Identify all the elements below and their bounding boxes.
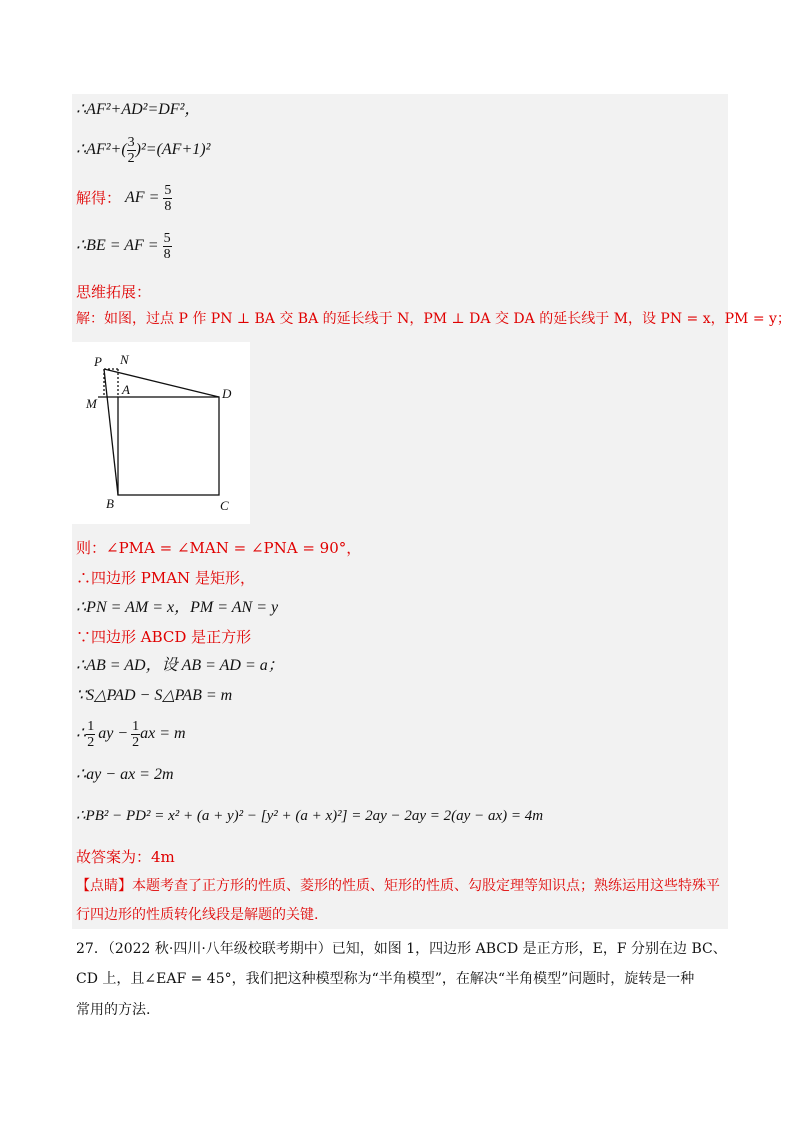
line-rectangle: ∴四边形 PMAN 是矩形， [76, 569, 255, 587]
segment-pb [104, 369, 118, 495]
line-half-products [76, 716, 186, 752]
fraction-numerator: 1 [132, 718, 140, 734]
fraction-3-2 [127, 135, 136, 166]
solve-label: 解得： [76, 189, 122, 207]
fraction-5-8-b [163, 231, 172, 262]
answer-line: 故答案为：4m [76, 848, 175, 866]
fraction-numerator: 3 [127, 134, 135, 150]
square-diagram [72, 342, 250, 524]
be-math: ∴BE = AF = [76, 237, 159, 254]
equation-line-2 [76, 132, 210, 168]
fraction-numerator: 5 [163, 230, 171, 246]
label-a: A [122, 382, 130, 397]
eq13-mid: ay − [98, 725, 129, 742]
line-equal-segments: ∴PN = AM = x，PM = AN = y [76, 599, 279, 616]
label-d: D [222, 386, 232, 401]
square-abcd [118, 397, 219, 495]
label-p: P [94, 354, 102, 369]
extension-heading: 思维拓展： [76, 283, 152, 301]
eq2-suffix: )²=(AF+1)² [135, 141, 211, 158]
line-final-equation: ∴PB² − PD² = x² + (a + y)² − [y² + (a + x)²] = 2ay − 2ay = 2(ay − ax) = 4m [76, 808, 544, 824]
fraction-denominator: 2 [132, 734, 140, 750]
fraction-1-2-a [86, 719, 95, 750]
fraction-denominator: 8 [163, 246, 171, 262]
question-27-line-3: 常用的方法. [76, 1002, 151, 1018]
line-ay-minus-ax: ∴ay − ax = 2m [76, 766, 174, 783]
line-area-difference: ∵S△PAD − S△PAB = m [76, 687, 233, 704]
fraction-denominator: 2 [87, 734, 95, 750]
line-set-a: ∴AB = AD，设 AB = AD = a； [76, 657, 284, 674]
label-m: M [86, 396, 97, 411]
eq13-prefix: ∴ [76, 725, 87, 742]
geometry-figure [72, 342, 250, 524]
line-square: ∵四边形 ABCD 是正方形 [76, 628, 252, 646]
solve-line [76, 180, 172, 216]
label-b: B [106, 496, 114, 511]
question-27-line-2: CD 上，且∠EAF = 45°，我们把这种模型称为“半角模型”，在解决“半角模型”问题时，旋转是一种 [76, 971, 695, 987]
extension-solution-intro: 解：如图，过点 P 作 PN ⊥ BA 交 BA 的延长线于 N，PM ⊥ DA 交 DA 的延长线于 M，设 PN = x，PM = y； [76, 311, 791, 327]
line-angles: 则：∠PMA = ∠MAN = ∠PNA = 90°， [76, 539, 362, 557]
fraction-numerator: 5 [164, 182, 172, 198]
fraction-1-2-b [131, 719, 140, 750]
comment-line-2: 行四边形的性质转化线段是解题的关键. [76, 907, 319, 923]
fraction-denominator: 2 [127, 150, 135, 166]
fraction-5-8 [163, 183, 172, 214]
question-27-line-1: 27．（2022 秋·四川·八年级校联考期中）已知，如图 1，四边形 ABCD 是正方形，E，F 分别在边 BC、 [76, 941, 727, 957]
fraction-denominator: 8 [164, 198, 172, 214]
equation-line-1: ∴AF²+AD²=DF²， [76, 101, 201, 118]
solve-math: AF = [125, 189, 160, 206]
be-equals-line [76, 228, 172, 264]
comment-line-1: 【点睛】本题考查了正方形的性质、菱形的性质、矩形的性质、勾股定理等知识点；熟练运用这些特殊平 [76, 878, 720, 894]
fraction-numerator: 1 [87, 718, 95, 734]
label-n: N [120, 352, 129, 367]
eq13-suffix: ax = m [140, 725, 186, 742]
eq2-prefix: ∴AF²+( [76, 141, 127, 158]
label-c: C [220, 498, 229, 513]
